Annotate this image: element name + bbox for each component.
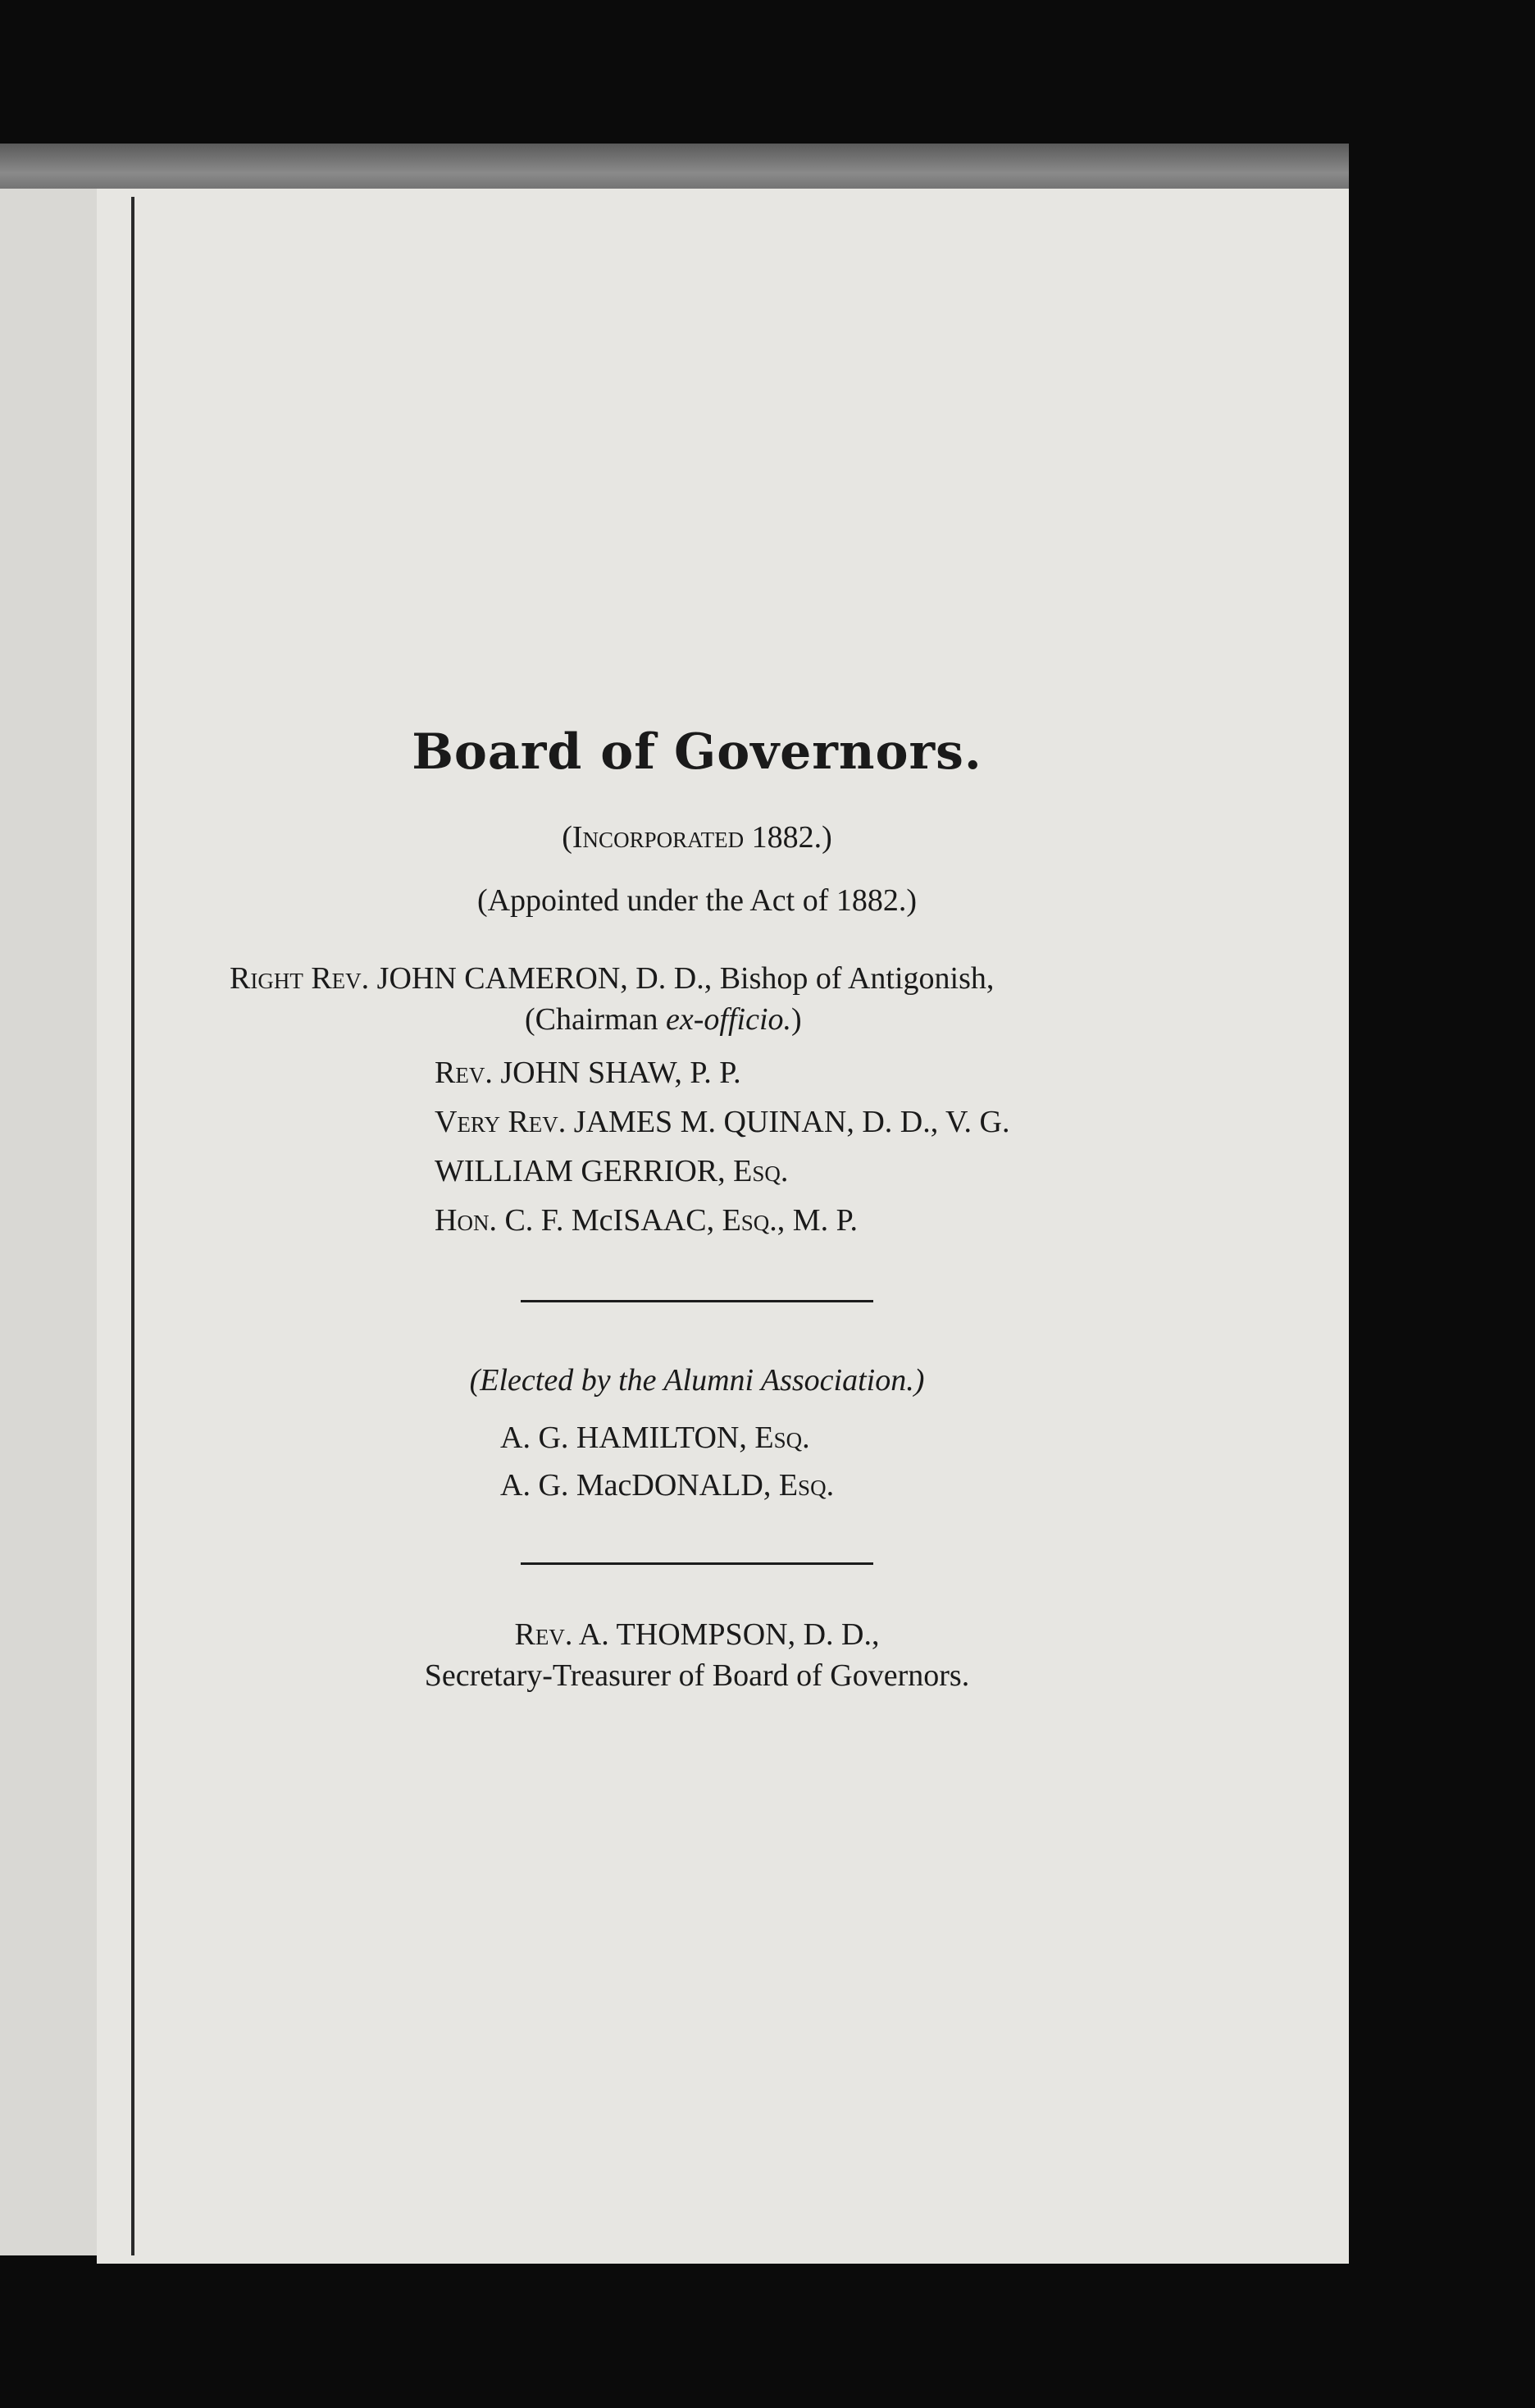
- elected-member-row: A. G. HAMILTON, Esq.: [500, 1421, 810, 1455]
- incorporated-line: (Incorporated 1882.): [562, 820, 832, 855]
- chairman-title: Bishop of Antigonish,: [719, 961, 995, 996]
- member-row: Rev. JOHN SHAW, P. P.: [435, 1056, 741, 1090]
- facing-page-strip: [0, 189, 97, 2255]
- elected-member-row: A. G. MacDONALD, Esq.: [500, 1468, 835, 1503]
- member-row: Hon. C. F. McISAAC, Esq., M. P.: [435, 1203, 859, 1238]
- chairman-role: (Chairman ex-officio.): [525, 1002, 802, 1037]
- member-row: Very Rev. JAMES M. QUINAN, D. D., V. G.: [435, 1105, 1010, 1139]
- chairman-line: [230, 960, 994, 999]
- elected-heading: (Elected by the Alumni Association.): [469, 1363, 925, 1398]
- page-title: Board of Governors.: [412, 723, 982, 781]
- page-top-edge: [0, 144, 1349, 193]
- chairman-name: JOHN CAMERON, D. D.,: [376, 961, 713, 996]
- section-divider: [521, 1300, 873, 1302]
- appointed-heading: (Appointed under the Act of 1882.): [476, 883, 918, 918]
- section-divider: [521, 1562, 873, 1565]
- secretary-line: Rev. A. THOMPSON, D. D.,: [514, 1617, 880, 1652]
- binding-fold-line: [131, 197, 134, 2255]
- member-row: WILLIAM GERRIOR, Esq.: [435, 1154, 789, 1188]
- secretary-role: Secretary-Treasurer of Board of Governors.: [424, 1658, 970, 1693]
- chairman-prefix: Right Rev.: [230, 961, 370, 996]
